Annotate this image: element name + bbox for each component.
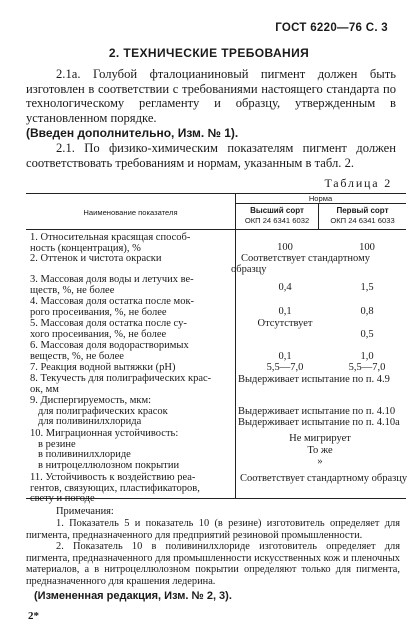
amendment-note-added: (Введен дополнительно, Изм. № 1). [26,126,239,140]
table-row: 7. Реакция водной вытяжки (pH) [30,362,176,373]
table-row-values: Выдерживает испытание по п. 4.9 [238,374,390,385]
table-row: 3. Массовая доля воды и летучих ве- ществ, %, не более [30,274,194,296]
paragraph-2-1: 2.1. По физико-химическим показателям пигмент должен соответствовать требованиям и нормам, указанным в табл. 2. [26,141,396,170]
notes-title: Примечания: [56,506,114,517]
header-grade-1-code: ОКП 24 6341 6032 [244,216,310,225]
table-caption: Таблица 2 [324,176,392,190]
section-title: 2. ТЕХНИЧЕСКИЕ ТРЕБОВАНИЯ [108,46,310,60]
table-row-values: Выдерживает испытание по п. 4.10 Выдерживает испытание по п. 4.10а [238,406,400,428]
header-grade-2: Первый сорт [336,206,389,215]
column-divider-1 [235,193,236,498]
header-grade-1: Высший сорт [250,206,304,215]
norm-rule [235,203,406,204]
table-row-values: Соответствует стандартному образцу [240,473,408,484]
amendment-note-changed: (Измененная редакция, Изм. № 2, 3). [34,590,232,602]
header-grade-2-code: ОКП 24 6341 6033 [330,216,395,225]
table-row: 11. Устойчивость к воздействию реа- гентов, связующих, пластификаторов, свету и погоде [30,472,200,505]
table-row: 10. Миграционная устойчивость: в резине в поливинилхлориде в нитроцеллюлозном покрытии [30,428,180,471]
table-row: 5. Массовая доля остатка после су- хого просеивания, %, не более [30,318,187,340]
header-bottom-rule [26,229,406,230]
header-norm: Норма [308,194,333,203]
paragraph-2-1a: 2.1а. Голубой фталоцианиновый пигмент должен быть изготовлен в соответствии с требованиями настоящего стандарта по технологическому регламенту и образцу, утвержденным в установленном порядке. [26,67,396,125]
table-row-values: Не мигрирует То же » [289,433,351,467]
header-param: Наименование показателя [83,208,178,217]
table-row-values: Соответствует стандартному образцу [231,253,370,275]
table-row: 6. Массовая доля водорастворимых веществ, %, не более [30,340,189,362]
table-row: 8. Текучесть для полиграфических крас- ок, мм [30,373,212,395]
note-2: 2. Показатель 10 в поливинилхлориде изготовитель определяет для пигмента, предназначенного для промышленности искусственных кож и пленочных материалов, а в нитроцеллюлозном покрытии определяют только для пигмента, предназначенного для крашения ледерина. [26,541,400,587]
standard-header: ГОСТ 6220—76 С. 3 [275,22,388,34]
table-row: 9. Диспергируемость, мкм: для полиграфических красок для поливинилхлорида [30,395,168,428]
table-row: 1. Относительная красящая способ- ность (концентрация), % [30,232,191,254]
page-number: 2* [28,610,39,622]
table-row: 4. Массовая доля остатка после мок- рого просеивания, %, не более [30,296,195,318]
note-1: 1. Показатель 5 и показатель 10 (в резине) изготовитель определяет для пигмента, предназначенного для предприятий резиновой промышленности. [26,518,400,541]
table-row: 2. Оттенок и чистота окраски [30,253,162,264]
